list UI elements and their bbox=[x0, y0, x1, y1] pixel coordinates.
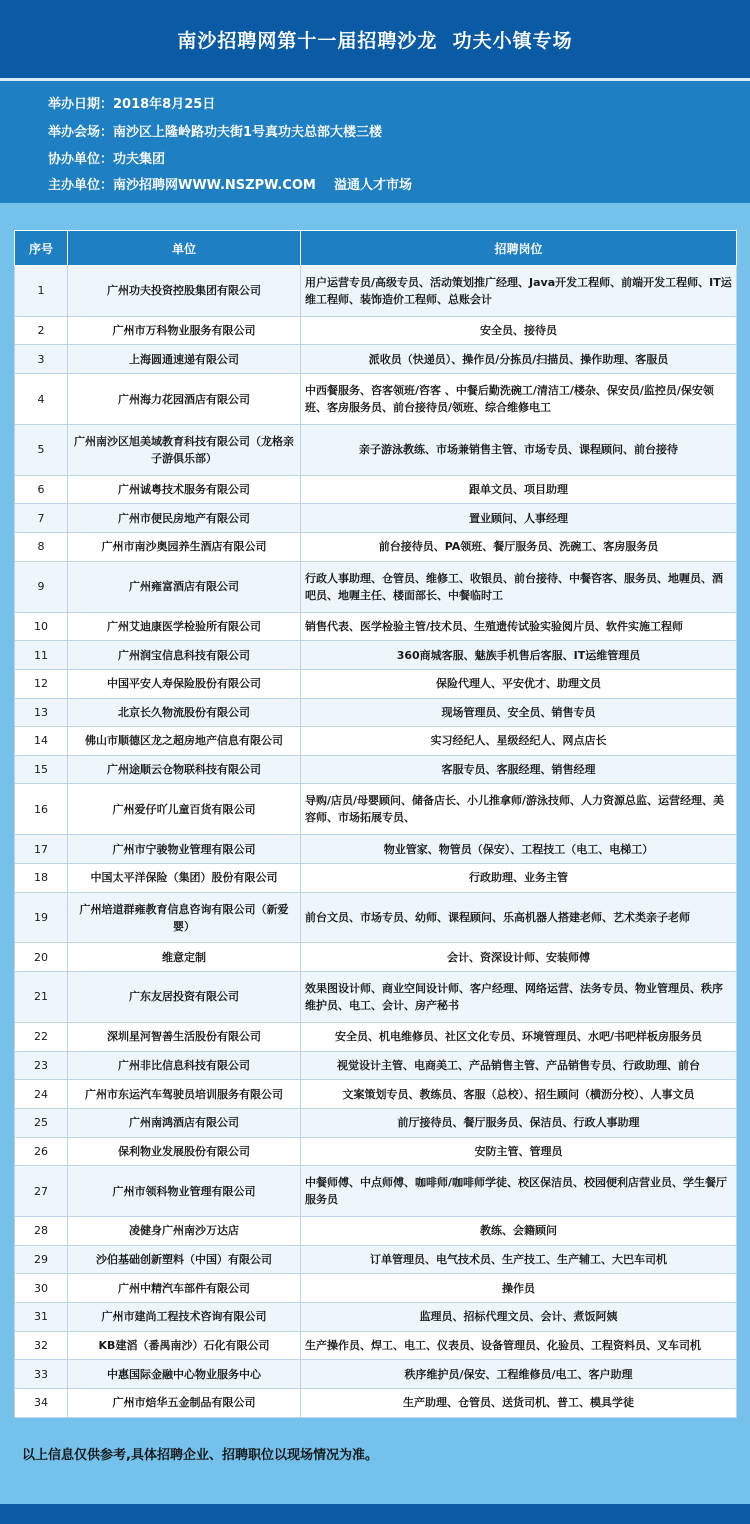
table-row bbox=[15, 669, 737, 698]
row-company: 中惠国际金融中心物业服务中心 bbox=[68, 1360, 301, 1389]
table-row bbox=[15, 698, 737, 727]
row-company: 广州爱仔吖儿童百货有限公司 bbox=[68, 784, 301, 835]
row-positions: 生产操作员、焊工、电工、仪表员、设备管理员、化验员、工程资料员、叉车司机 bbox=[301, 1331, 737, 1360]
row-company: 广州艾迪康医学检验所有限公司 bbox=[68, 612, 301, 641]
row-company: 广州市东运汽车驾驶员培训服务有限公司 bbox=[68, 1080, 301, 1109]
row-company: 广州市宁骏物业管理有限公司 bbox=[68, 835, 301, 864]
table-row bbox=[15, 1388, 737, 1417]
row-company: 广东友居投资有限公司 bbox=[68, 972, 301, 1023]
row-positions: 导购/店员/母婴顾问、储备店长、小儿推拿师/游泳技师、人力资源总监、运营经理、美容师、市场拓展专员、 bbox=[301, 784, 737, 835]
row-number: 32 bbox=[15, 1331, 68, 1360]
event-organizer: 主办单位：南沙招聘网WWW.NSZPW.COM 溢通人才市场 bbox=[48, 178, 412, 193]
row-number: 1 bbox=[15, 266, 68, 317]
row-number: 20 bbox=[15, 943, 68, 972]
table-row bbox=[15, 1302, 737, 1331]
table-row bbox=[15, 612, 737, 641]
row-company: 广州雍富酒店有限公司 bbox=[68, 561, 301, 612]
row-positions: 客服专员、客服经理、销售经理 bbox=[301, 755, 737, 784]
table-row bbox=[15, 374, 737, 425]
table-row bbox=[15, 863, 737, 892]
table-row bbox=[15, 345, 737, 374]
table-row bbox=[15, 892, 737, 943]
table-row bbox=[15, 1245, 737, 1274]
table-body bbox=[15, 266, 737, 1418]
table-row bbox=[15, 533, 737, 562]
row-positions: 操作员 bbox=[301, 1274, 737, 1303]
row-company: 中国太平洋保险（集团）股份有限公司 bbox=[68, 863, 301, 892]
table-row bbox=[15, 1137, 737, 1166]
event-venue: 举办会场：南沙区上隆岭路功夫街1号真功夫总部大楼三楼 bbox=[48, 125, 383, 140]
table-row bbox=[15, 1051, 737, 1080]
table-row bbox=[15, 266, 737, 317]
row-company: 广州润宝信息科技有限公司 bbox=[68, 641, 301, 670]
job-table bbox=[14, 230, 737, 1418]
row-company: 广州诚粤技术服务有限公司 bbox=[68, 475, 301, 504]
row-positions: 派收员（快递员）、操作员/分拣员/扫描员、操作助理、客服员 bbox=[301, 345, 737, 374]
row-number: 4 bbox=[15, 374, 68, 425]
event-info-panel bbox=[0, 81, 750, 203]
table-row bbox=[15, 1022, 737, 1051]
row-company: 保利物业发展股份有限公司 bbox=[68, 1137, 301, 1166]
row-number: 34 bbox=[15, 1388, 68, 1417]
table-row bbox=[15, 1108, 737, 1137]
row-positions: 教练、会籍顾问 bbox=[301, 1216, 737, 1245]
row-number: 29 bbox=[15, 1245, 68, 1274]
event-date: 举办日期：2018年8月25日 bbox=[48, 97, 216, 112]
row-positions: 置业顾问、人事经理 bbox=[301, 504, 737, 533]
row-positions: 现场管理员、安全员、销售专员 bbox=[301, 698, 737, 727]
table-row bbox=[15, 755, 737, 784]
row-number: 30 bbox=[15, 1274, 68, 1303]
row-positions: 前台接待员、PA领班、餐厅服务员、洗碗工、客房服务员 bbox=[301, 533, 737, 562]
table-row bbox=[15, 1216, 737, 1245]
row-number: 8 bbox=[15, 533, 68, 562]
row-positions: 生产助理、仓管员、送货司机、普工、模具学徒 bbox=[301, 1388, 737, 1417]
header-number: 序号 bbox=[15, 231, 68, 266]
row-positions: 文案策划专员、教练员、客服（总校）、招生顾问（横沥分校）、人事文员 bbox=[301, 1080, 737, 1109]
row-positions: 物业管家、物管员（保安）、工程技工（电工、电梯工） bbox=[301, 835, 737, 864]
table-row bbox=[15, 727, 737, 756]
row-company: 广州途顺云仓物联科技有限公司 bbox=[68, 755, 301, 784]
row-number: 21 bbox=[15, 972, 68, 1023]
table-row bbox=[15, 1274, 737, 1303]
row-company: KB建滔（番禺南沙）石化有限公司 bbox=[68, 1331, 301, 1360]
page-header bbox=[0, 0, 750, 78]
row-number: 31 bbox=[15, 1302, 68, 1331]
header-company: 单位 bbox=[68, 231, 301, 266]
row-company: 广州南鸿酒店有限公司 bbox=[68, 1108, 301, 1137]
table-row bbox=[15, 1360, 737, 1389]
table-row bbox=[15, 784, 737, 835]
row-number: 27 bbox=[15, 1166, 68, 1217]
row-company: 北京长久物流股份有限公司 bbox=[68, 698, 301, 727]
table-row bbox=[15, 641, 737, 670]
row-number: 13 bbox=[15, 698, 68, 727]
row-company: 广州市便民房地产有限公司 bbox=[68, 504, 301, 533]
table-row bbox=[15, 1331, 737, 1360]
table-row bbox=[15, 1166, 737, 1217]
row-number: 18 bbox=[15, 863, 68, 892]
row-number: 16 bbox=[15, 784, 68, 835]
row-number: 12 bbox=[15, 669, 68, 698]
row-company: 广州市焙华五金制品有限公司 bbox=[68, 1388, 301, 1417]
table-header-row bbox=[15, 231, 737, 266]
header-positions: 招聘岗位 bbox=[301, 231, 737, 266]
row-positions: 秩序维护员/保安、工程维修员/电工、客户助理 bbox=[301, 1360, 737, 1389]
row-company: 广州市万科物业服务有限公司 bbox=[68, 316, 301, 345]
row-positions: 会计、资深设计师、安装师傅 bbox=[301, 943, 737, 972]
table-row bbox=[15, 475, 737, 504]
row-number: 33 bbox=[15, 1360, 68, 1389]
row-number: 25 bbox=[15, 1108, 68, 1137]
row-positions: 前台文员、市场专员、幼师、课程顾问、乐高机器人搭建老师、艺术类亲子老师 bbox=[301, 892, 737, 943]
row-positions: 中餐师傅、中点师傅、咖啡师/咖啡师学徒、校区保洁员、校园便利店营业员、学生餐厅服务员 bbox=[301, 1166, 737, 1217]
row-company: 广州市建尚工程技术咨询有限公司 bbox=[68, 1302, 301, 1331]
row-company: 广州功夫投资控股集团有限公司 bbox=[68, 266, 301, 317]
row-company: 广州市领科物业管理有限公司 bbox=[68, 1166, 301, 1217]
bottom-bar bbox=[0, 1504, 750, 1524]
row-positions: 用户运营专员/高级专员、活动策划推广经理、Java开发工程师、前端开发工程师、IT运维工程师、装饰造价工程师、总账会计 bbox=[301, 266, 737, 317]
row-number: 9 bbox=[15, 561, 68, 612]
row-positions: 中西餐服务、咨客领班/咨客 、中餐后勤洗碗工/清洁工/楼杂、保安员/监控员/保安领班、客房服务员、前台接待员/领班、综合维修电工 bbox=[301, 374, 737, 425]
row-company: 中国平安人寿保险股份有限公司 bbox=[68, 669, 301, 698]
event-co-organizer: 协办单位：功夫集团 bbox=[48, 152, 166, 167]
row-number: 5 bbox=[15, 424, 68, 475]
row-number: 28 bbox=[15, 1216, 68, 1245]
table-row bbox=[15, 316, 737, 345]
page-title: 南沙招聘网第十一届招聘沙龙 功夫小镇专场 bbox=[177, 29, 573, 52]
row-number: 7 bbox=[15, 504, 68, 533]
row-positions: 亲子游泳教练、市场兼销售主管、市场专员、课程顾问、前台接待 bbox=[301, 424, 737, 475]
row-positions: 跟单文员、项目助理 bbox=[301, 475, 737, 504]
row-positions: 保险代理人、平安优才、助理文员 bbox=[301, 669, 737, 698]
row-company: 上海圆通速递有限公司 bbox=[68, 345, 301, 374]
job-table-container bbox=[14, 230, 736, 1418]
row-number: 3 bbox=[15, 345, 68, 374]
row-positions: 行政助理、业务主管 bbox=[301, 863, 737, 892]
row-company: 深圳星河智善生活股份有限公司 bbox=[68, 1022, 301, 1051]
table-row bbox=[15, 1080, 737, 1109]
row-positions: 实习经纪人、星级经纪人、网点店长 bbox=[301, 727, 737, 756]
row-company: 佛山市顺德区龙之超房地产信息有限公司 bbox=[68, 727, 301, 756]
row-positions: 视觉设计主管、电商美工、产品销售主管、产品销售专员、行政助理、前台 bbox=[301, 1051, 737, 1080]
row-positions: 安全员、接待员 bbox=[301, 316, 737, 345]
table-row bbox=[15, 972, 737, 1023]
row-positions: 360商城客服、魅族手机售后客服、IT运维管理员 bbox=[301, 641, 737, 670]
row-number: 24 bbox=[15, 1080, 68, 1109]
row-positions: 行政人事助理、仓管员、维修工、收银员、前台接待、中餐咨客、服务员、地喱员、酒吧员、地喱主任、楼面部长、中餐临时工 bbox=[301, 561, 737, 612]
row-company: 凌健身广州南沙万达店 bbox=[68, 1216, 301, 1245]
row-company: 广州市南沙奥园养生酒店有限公司 bbox=[68, 533, 301, 562]
row-company: 广州中精汽车部件有限公司 bbox=[68, 1274, 301, 1303]
row-number: 17 bbox=[15, 835, 68, 864]
table-row bbox=[15, 835, 737, 864]
row-number: 22 bbox=[15, 1022, 68, 1051]
row-positions: 前厅接待员、餐厅服务员、保洁员、行政人事助理 bbox=[301, 1108, 737, 1137]
row-company: 维意定制 bbox=[68, 943, 301, 972]
row-company: 广州海力花园酒店有限公司 bbox=[68, 374, 301, 425]
table-row bbox=[15, 504, 737, 533]
row-positions: 效果图设计师、商业空间设计师、客户经理、网络运营、法务专员、物业管理员、秩序维护员、电工、会计、房产秘书 bbox=[301, 972, 737, 1023]
row-positions: 安全员、机电维修员、社区文化专员、环境管理员、水吧/书吧样板房服务员 bbox=[301, 1022, 737, 1051]
row-number: 15 bbox=[15, 755, 68, 784]
row-company: 广州南沙区旭美域教育科技有限公司（龙格亲子游俱乐部） bbox=[68, 424, 301, 475]
row-company: 广州非比信息科技有限公司 bbox=[68, 1051, 301, 1080]
row-company: 沙伯基础创新塑料（中国）有限公司 bbox=[68, 1245, 301, 1274]
row-number: 26 bbox=[15, 1137, 68, 1166]
footer-note: 以上信息仅供参考,具体招聘企业、招聘职位以现场情况为准。 bbox=[22, 1448, 378, 1463]
row-number: 11 bbox=[15, 641, 68, 670]
table-row bbox=[15, 424, 737, 475]
row-number: 23 bbox=[15, 1051, 68, 1080]
row-positions: 安防主管、管理员 bbox=[301, 1137, 737, 1166]
row-company: 广州培道群雍教育信息咨询有限公司（新爱婴） bbox=[68, 892, 301, 943]
row-number: 2 bbox=[15, 316, 68, 345]
row-positions: 销售代表、医学检验主管/技术员、生殖遗传试验实验阅片员、软件实施工程师 bbox=[301, 612, 737, 641]
row-number: 6 bbox=[15, 475, 68, 504]
row-positions: 订单管理员、电气技术员、生产技工、生产辅工、大巴车司机 bbox=[301, 1245, 737, 1274]
row-number: 10 bbox=[15, 612, 68, 641]
row-number: 14 bbox=[15, 727, 68, 756]
row-positions: 监理员、招标代理文员、会计、煮饭阿姨 bbox=[301, 1302, 737, 1331]
row-number: 19 bbox=[15, 892, 68, 943]
table-row bbox=[15, 561, 737, 612]
table-row bbox=[15, 943, 737, 972]
